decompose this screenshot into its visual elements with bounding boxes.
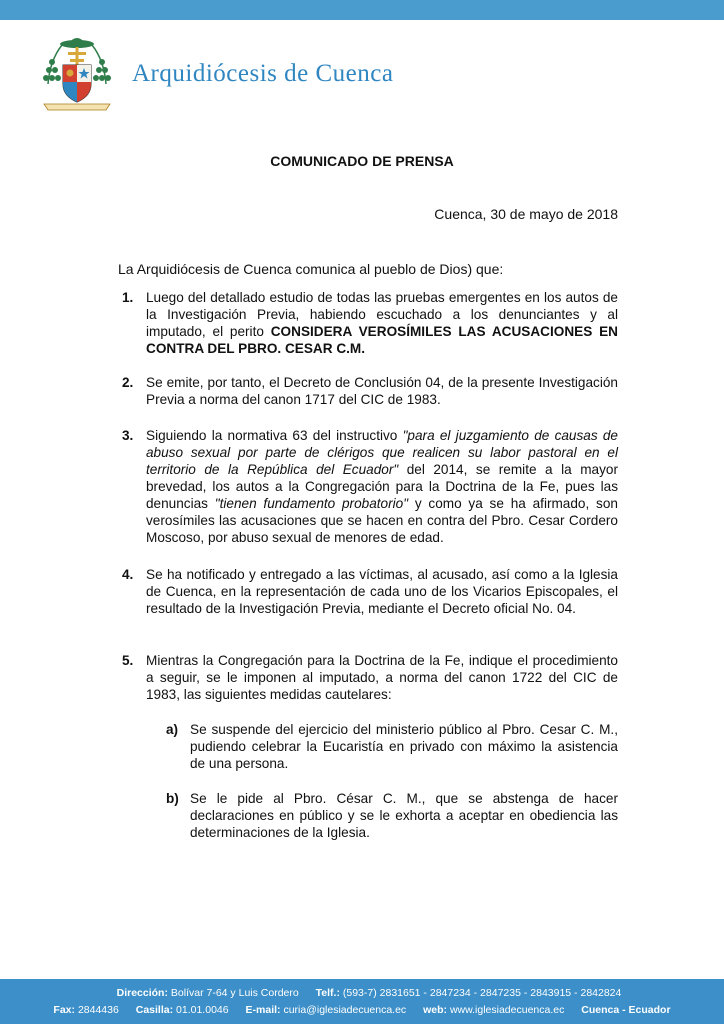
item-text: Siguiendo la normativa 63 del instructivo [146, 428, 403, 443]
web-label: web: [423, 1004, 448, 1016]
item-text: Mientras la Congregación para la Doctrina de la Fe, indique el procedimiento a seguir, se le imponen al imputado, a norma del canon 1722 del CIC de 1983, las siguientes medidas cautelares: [146, 653, 618, 702]
item-text: Se ha notificado y entregado a las víctimas, al acusado, así como a la Iglesia de Cuenca, en la representación de cada uno de los Vicarios Episcopales, el resultado de la Investigación Previa, mediante el Decreto oficial No. 04. [146, 567, 618, 616]
letterhead [40, 32, 680, 112]
top-color-bar [0, 0, 724, 20]
address-value: Bolívar 7-64 y Luis Cordero [170, 987, 299, 999]
item-number: 3. [122, 428, 134, 443]
footer-line-2 [0, 1004, 724, 1016]
sub-list-item [166, 721, 618, 772]
phone-label: Telf.: [315, 987, 340, 999]
item-number: 1. [122, 290, 134, 305]
address-label: Dirección: [116, 987, 168, 999]
sub-list-item [166, 790, 618, 841]
item-text-bold: CONSIDERA VEROSÍMILES LAS ACUSACIONES EN CONTRA DEL PBRO. CESAR C.M. [146, 324, 618, 356]
intro-paragraph: La Arquidiócesis de Cuenca comunica al pueblo de Dios) que: [118, 261, 504, 277]
item-number: 4. [122, 567, 134, 582]
document-date: Cuenca, 30 de mayo de 2018 [434, 206, 618, 222]
footer-contact-bar [0, 979, 724, 1024]
item-number: 2. [122, 375, 134, 390]
list-item [122, 374, 618, 408]
document-title: COMUNICADO DE PRENSA [270, 153, 454, 169]
sub-item-text: Se le pide al Pbro. César C. M., que se abstenga de hacer declaraciones en público y se le exhorta a aceptar en obediencia las determinaciones de la Iglesia. [190, 791, 618, 840]
list-item [122, 566, 618, 617]
mailbox-value: 01.01.0046 [176, 1004, 229, 1016]
item-text: Se emite, por tanto, el Decreto de Conclusión 04, de la presente Investigación Previa a norma del canon 1717 del CIC de 1983. [146, 375, 618, 407]
item-text-italic: "tienen fundamento probatorio" [214, 496, 409, 511]
item-text: Luego del detallado estudio de todas las pruebas emergentes en los autos de la Investigación Previa, habiendo escuchado a los denunciantes y al imputado, el perito [146, 290, 618, 339]
email-link[interactable]: curia@iglesiadecuenca.ec [283, 1004, 407, 1016]
mailbox-label: Casilla: [135, 1004, 174, 1016]
location-text: Cuenca - Ecuador [581, 1004, 671, 1016]
fax-value: 2844436 [77, 1004, 119, 1016]
sub-item-text: Se suspende del ejercicio del ministerio público al Pbro. Cesar C. M., pudiendo celebrar la Eucaristía en privado con máximo la asistencia de una persona. [190, 722, 618, 771]
list-item [122, 427, 618, 546]
fax-label: Fax: [53, 1004, 76, 1016]
list-item [122, 289, 618, 357]
coat-of-arms-icon [40, 32, 114, 112]
sub-item-letter: a) [166, 722, 179, 737]
item-text-italic: "para el juzgamiento de causas de abuso sexual por parte de clérigos que realicen su labor pastoral en el territorio de la República del Ecuador" [146, 428, 618, 477]
item-number: 5. [122, 653, 134, 668]
phone-value: (593-7) 2831651 - 2847234 - 2847235 - 2843915 - 2842824 [342, 987, 622, 999]
item-text: del 2014, se remite a la mayor brevedad, los autos a la Congregación para la Doctrina de la Fe, pues las denuncias [146, 462, 618, 511]
list-item [122, 652, 618, 703]
email-label: E-mail: [245, 1004, 281, 1016]
sub-item-letter: b) [166, 791, 179, 806]
footer-line-1 [0, 987, 724, 999]
item-text: y como ya se ha afirmado, son verosímiles las acusaciones que se hacen en contra del Pbro. Cesar Cordero Moscoso, por abuso sexual de menores de edad. [146, 496, 618, 545]
website-link[interactable]: www.iglesiadecuenca.ec [449, 1004, 565, 1016]
organization-name: Arquidiócesis de Cuenca [132, 60, 394, 87]
